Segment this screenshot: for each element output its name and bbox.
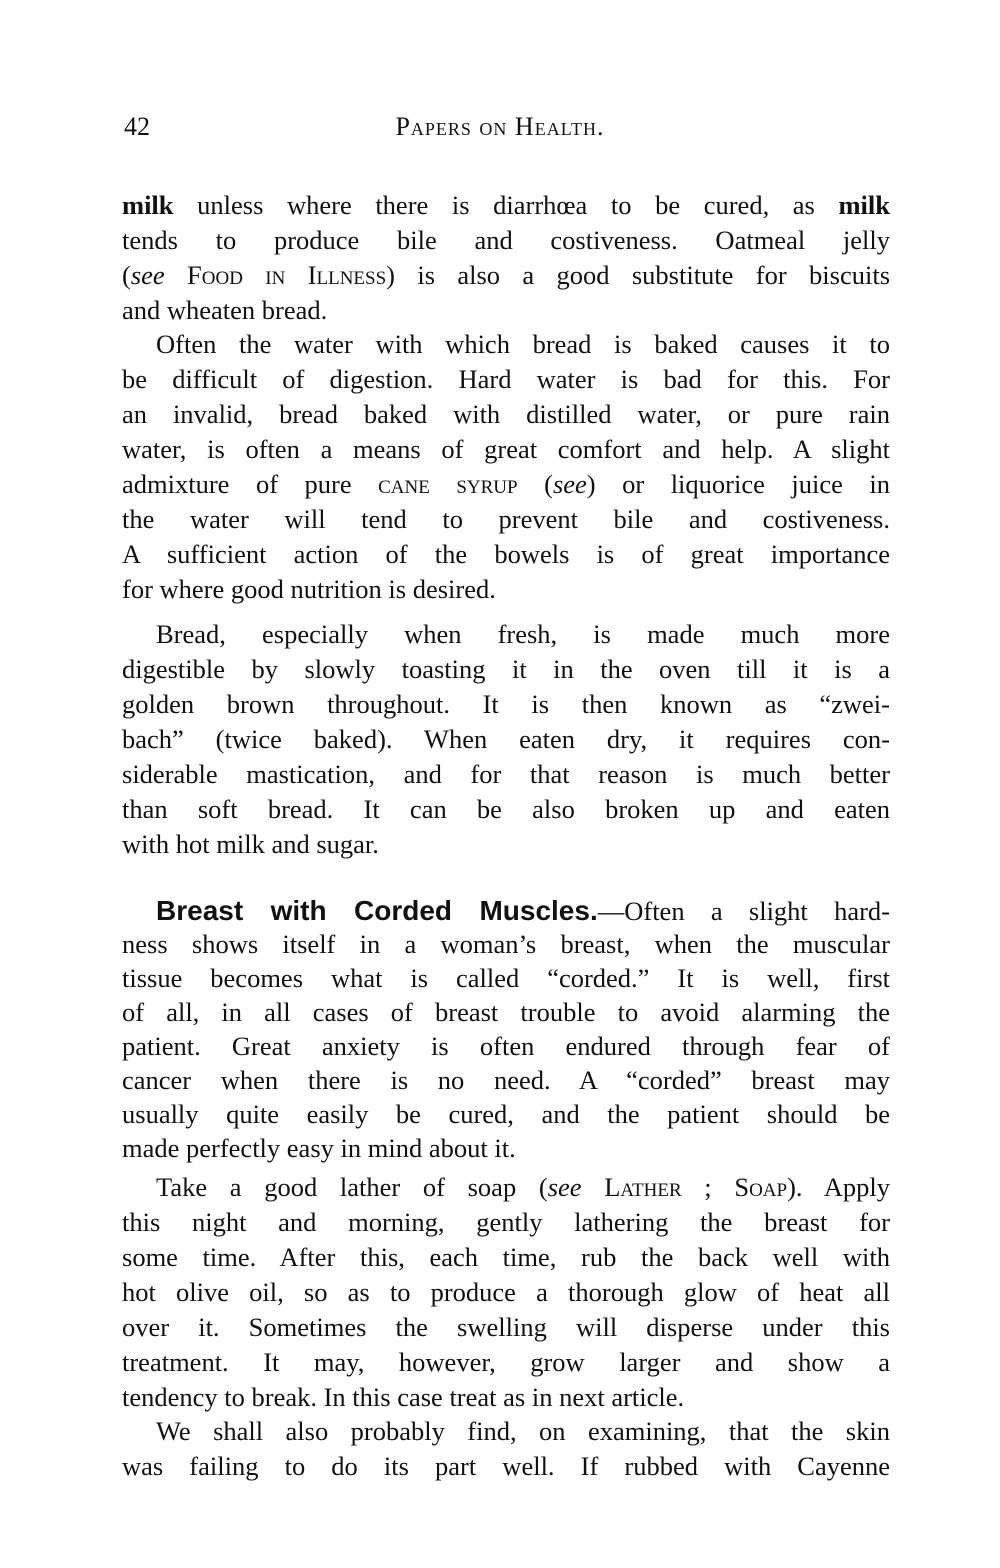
text-segment: hot olive oil, so as to produce a thorough glow of heat all xyxy=(122,1277,890,1307)
text-segment xyxy=(582,1172,605,1202)
text-segment: tissue becomes what is called “corded.” It is well, first xyxy=(122,963,890,993)
text-segment: be difficult of digestion. Hard water is bad for this. For xyxy=(122,364,890,394)
text-segment: the water will tend to prevent bile and costiveness. xyxy=(122,504,890,534)
text-segment: ) or liquorice juice in xyxy=(586,469,890,499)
text-line xyxy=(122,792,890,827)
paragraph xyxy=(122,1414,890,1484)
text-line xyxy=(122,502,890,537)
paragraph xyxy=(122,188,890,328)
text-segment: milk xyxy=(122,190,174,220)
text-segment: made perfectly easy in mind about it. xyxy=(122,1133,516,1163)
text-segment: water, is often a means of great comfort and help. A slight xyxy=(122,434,890,464)
text-line xyxy=(122,362,890,397)
text-line xyxy=(122,1205,890,1240)
text-line xyxy=(122,397,890,432)
text-line xyxy=(122,1449,890,1484)
text-line xyxy=(122,188,890,223)
text-line xyxy=(122,258,890,293)
text-segment: an invalid, bread baked with distilled water, or pure rain xyxy=(122,399,890,429)
text-line xyxy=(122,467,890,502)
text-line xyxy=(122,617,890,652)
text-line xyxy=(122,652,890,687)
text-line xyxy=(122,1029,890,1063)
running-header-title: Papers on Health. xyxy=(395,112,605,141)
text-segment: siderable mastication, and for that reason is much better xyxy=(122,759,890,789)
text-segment: milk xyxy=(838,190,890,220)
text-segment: ( xyxy=(517,469,553,499)
text-segment: some time. After this, each time, rub the back well with xyxy=(122,1242,890,1272)
page-number: 42 xyxy=(124,112,150,141)
text-segment: treatment. It may, however, grow larger and show a xyxy=(122,1347,890,1377)
text-segment: bach” (twice baked). When eaten dry, it requires con- xyxy=(122,724,890,754)
text-segment: usually quite easily be cured, and the patient should be xyxy=(122,1099,890,1129)
text-segment: cane syrup xyxy=(378,469,518,499)
text-segment: Lather xyxy=(604,1172,682,1202)
text-segment: ; xyxy=(681,1172,735,1202)
text-line xyxy=(122,537,890,572)
text-line xyxy=(122,1310,890,1345)
text-line xyxy=(122,327,890,362)
text-segment: —Often a slight hard- xyxy=(597,896,890,926)
text-line xyxy=(122,1380,890,1415)
text-line xyxy=(122,927,890,961)
text-segment: Food in Illness xyxy=(187,260,387,290)
text-segment: ) is also a good substitute for biscuits xyxy=(386,260,891,290)
text-segment: admixture of pure xyxy=(122,469,379,499)
text-line xyxy=(122,757,890,792)
text-segment: unless where there is diarrhœa to be cured, as xyxy=(173,190,839,220)
text-line xyxy=(122,572,890,607)
text-segment: over it. Sometimes the swelling will disperse under this xyxy=(122,1312,890,1342)
text-line xyxy=(122,995,890,1029)
text-segment: patient. Great anxiety is often endured through fear of xyxy=(122,1031,890,1061)
text-segment: and wheaten bread. xyxy=(122,295,328,325)
text-segment xyxy=(165,260,187,290)
paragraph xyxy=(122,1170,890,1415)
text-segment: with hot milk and sugar. xyxy=(122,829,379,859)
text-line xyxy=(122,687,890,722)
text-segment: digestible by slowly toasting it in the oven till it is a xyxy=(122,654,890,684)
text-line xyxy=(122,1131,890,1165)
text-segment: of all, in all cases of breast trouble to avoid alarming the xyxy=(122,997,890,1027)
text-line xyxy=(122,827,890,862)
text-line xyxy=(122,722,890,757)
text-segment: ). Apply xyxy=(787,1172,890,1202)
text-line xyxy=(122,1275,890,1310)
text-segment: golden brown throughout. It is then known as “zwei- xyxy=(122,689,890,719)
section-paragraph-breast-corded-muscles xyxy=(122,893,890,1165)
text-segment: see xyxy=(130,260,165,290)
text-segment: ( xyxy=(122,260,131,290)
text-segment: tendency to break. In this case treat as in next article. xyxy=(122,1382,685,1412)
text-segment: A sufficient action of the bowels is of great importance xyxy=(122,539,890,569)
text-line xyxy=(122,1063,890,1097)
text-segment: Often the water with which bread is baked causes it to xyxy=(156,329,890,359)
text-segment: Take a good lather of soap ( xyxy=(156,1172,548,1202)
paragraph xyxy=(122,327,890,607)
text-line xyxy=(122,961,890,995)
text-segment: than soft bread. It can be also broken up and eaten xyxy=(122,794,890,824)
text-line xyxy=(122,1345,890,1380)
text-segment: tends to produce bile and costiveness. Oatmeal jelly xyxy=(122,225,890,255)
text-line xyxy=(122,893,890,927)
text-line xyxy=(122,223,890,258)
text-line xyxy=(122,293,890,328)
text-segment: cancer when there is no need. A “corded” breast may xyxy=(122,1065,890,1095)
paragraph xyxy=(122,617,890,862)
text-segment: Bread, especially when fresh, is made much more xyxy=(156,619,890,649)
text-line xyxy=(122,1414,890,1449)
text-segment: this night and morning, gently lathering the breast for xyxy=(122,1207,890,1237)
text-segment: see xyxy=(547,1172,582,1202)
text-line xyxy=(122,1170,890,1205)
text-line xyxy=(122,432,890,467)
text-line xyxy=(122,1240,890,1275)
text-line xyxy=(122,1097,890,1131)
text-segment: see xyxy=(552,469,587,499)
text-segment: for where good nutrition is desired. xyxy=(122,574,496,604)
section-heading: Breast with Corded Muscles. xyxy=(156,895,598,926)
text-segment: ness shows itself in a woman’s breast, when the muscular xyxy=(122,929,890,959)
text-segment: Soap xyxy=(734,1172,788,1202)
text-segment: was failing to do its part well. If rubbed with Cayenne xyxy=(122,1451,890,1481)
text-segment: We shall also probably find, on examining, that the skin xyxy=(156,1416,890,1446)
